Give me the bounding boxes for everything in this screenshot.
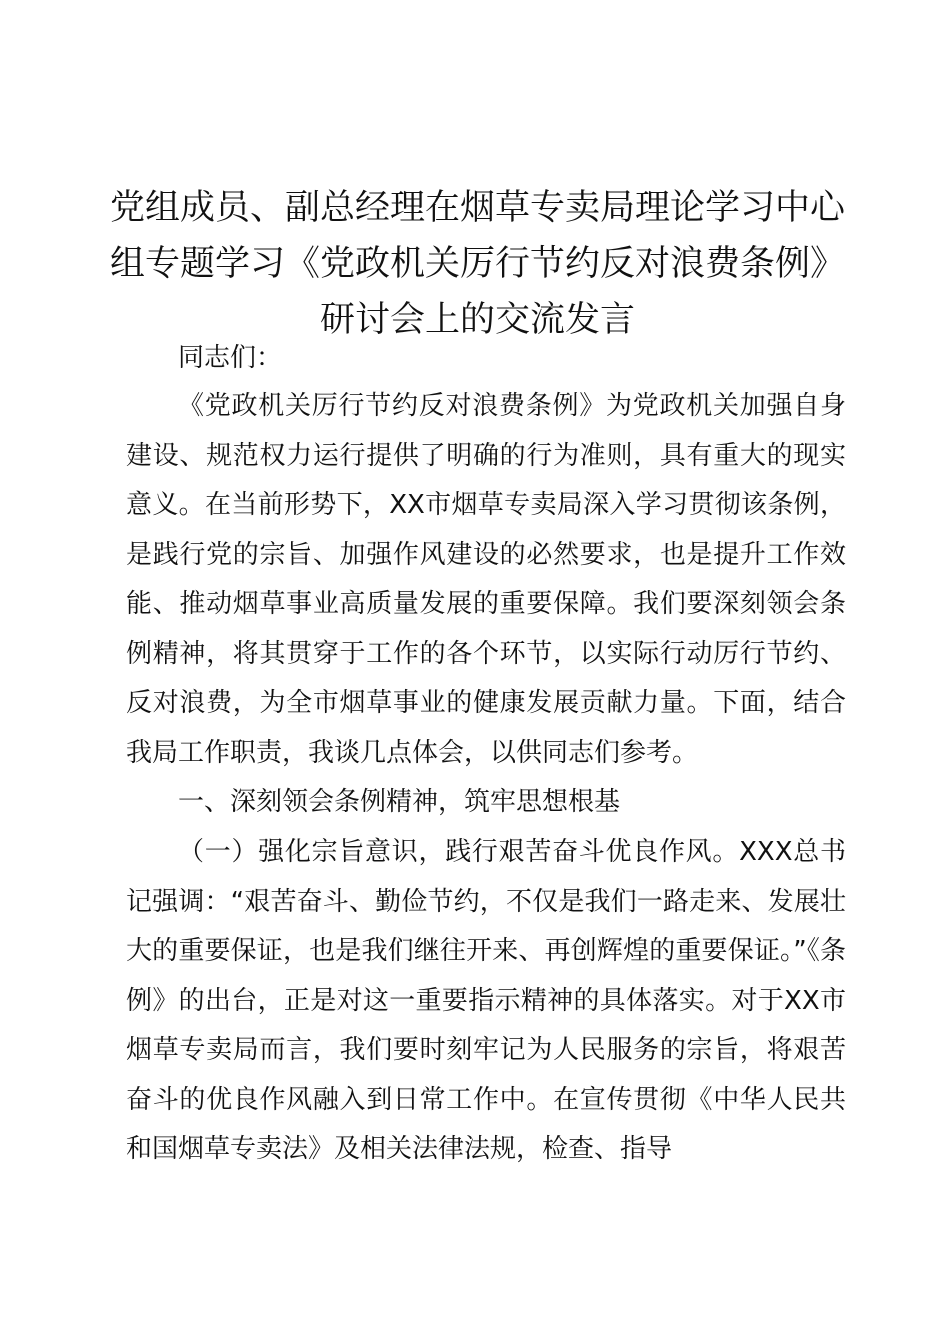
subsection-paragraph: （一）强化宗旨意识，践行艰苦奋斗优良作风。XXX总书记强调：“艰苦奋斗、勤俭节约，不仅是我们一路走来、发展壮大的重要保证，也是我们继往开来、再创辉煌的重要保证。”《条例》的出台，正是对这一重要指示精神的具体落实。对于XX市烟草专卖局而言，我们要时刻牢记为人民服务的宗旨，将艰苦奋斗的优良作风融入到日常工作中。在宣传贯彻《中华人民共和国烟草专卖法》及相关法律法规，检查、指导: [126, 837, 846, 1164]
salutation: 同志们：: [178, 343, 283, 373]
document-title: 党组成员、副总经理在烟草专卖局理论学习中心组专题学习《党政机关厉行节约反对浪费条例》研讨会上的交流发言: [110, 188, 846, 340]
section-heading: 一、深刻领会条例精神，筑牢思想根基: [178, 787, 621, 817]
intro-paragraph: 《党政机关厉行节约反对浪费条例》为党政机关加强自身建设、规范权力运行提供了明确的行为准则，具有重大的现实意义。在当前形势下，XX市烟草专卖局深入学习贯彻该条例，是践行党的宗旨、加强作风建设的必然要求，也是提升工作效能、推动烟草事业高质量发展的重要保障。我们要深刻领会条例精神，将其贯穿于工作的各个环节，以实际行动厉行节约、反对浪费，为全市烟草事业的健康发展贡献力量。下面，结合我局工作职责，我谈几点体会，以供同志们参考。: [126, 391, 846, 768]
